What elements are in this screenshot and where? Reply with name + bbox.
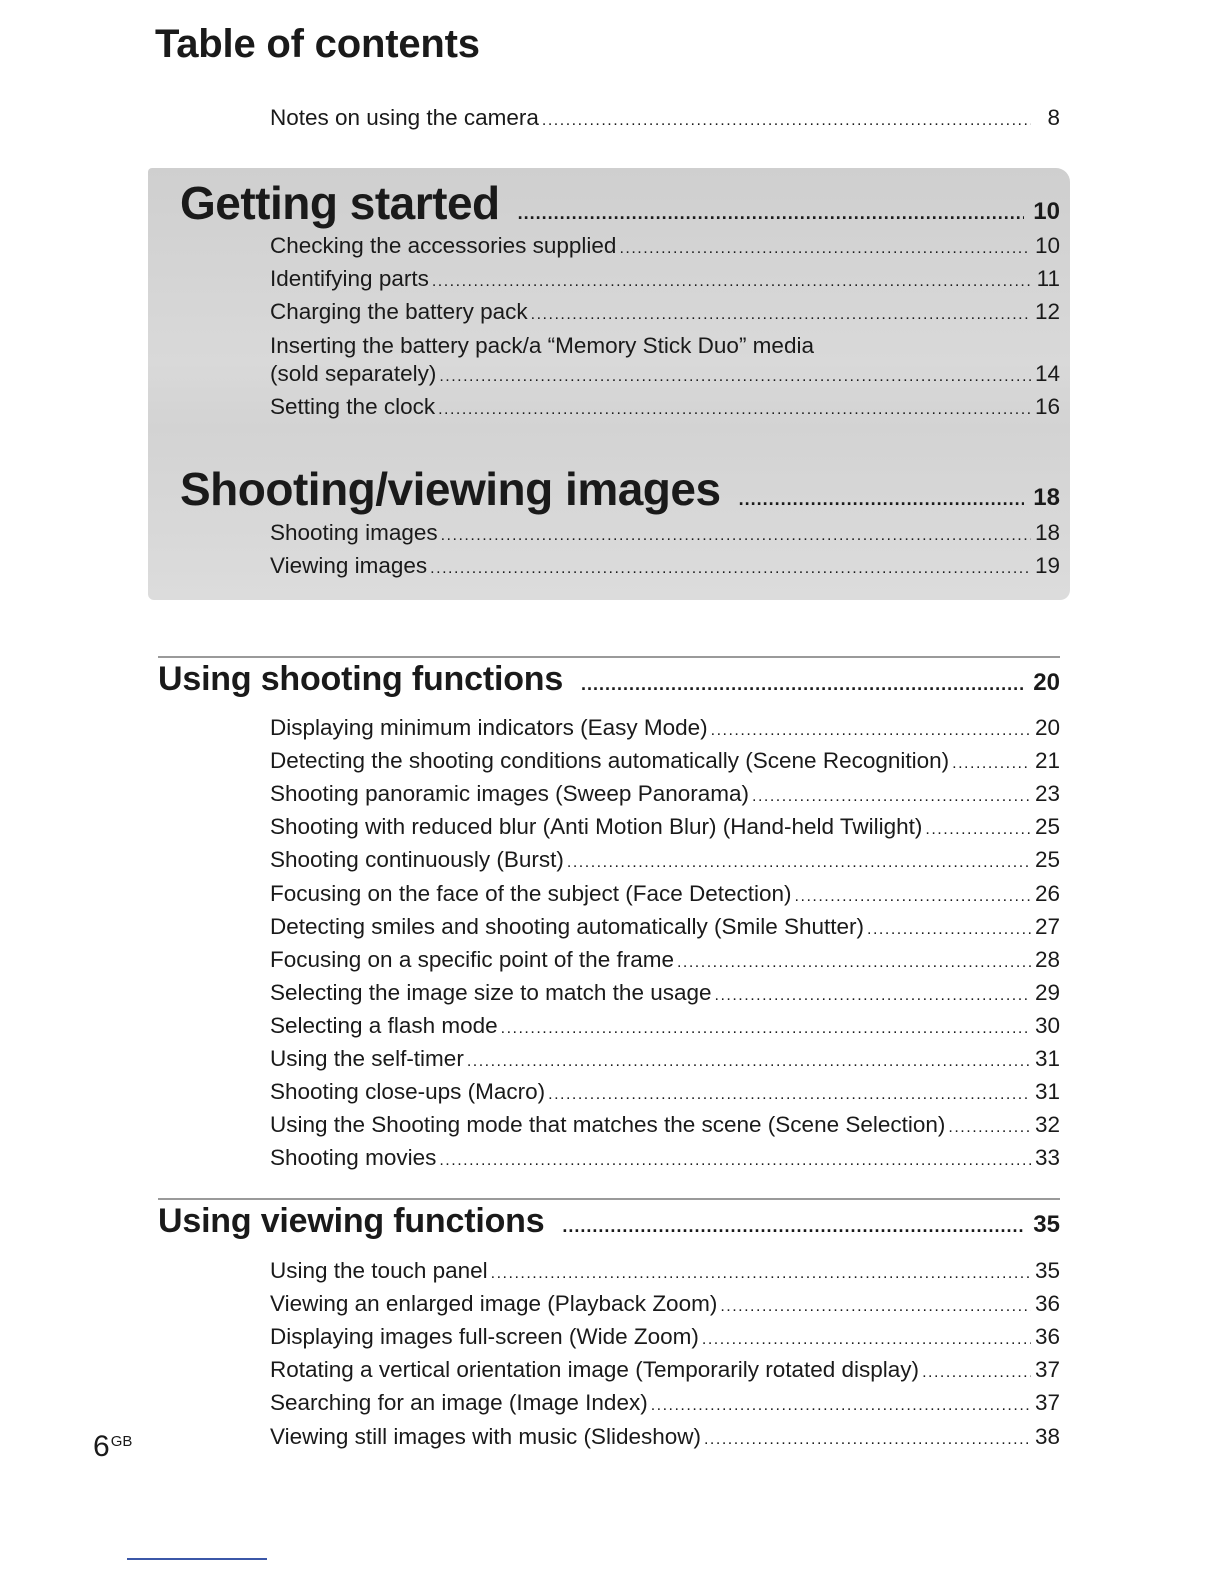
- toc-entry[interactable]: [270, 915, 1060, 940]
- toc-entry[interactable]: [270, 882, 1060, 907]
- toc-entry-label: Using the self-timer: [270, 1046, 464, 1071]
- toc-entry[interactable]: [270, 1014, 1060, 1039]
- leader-dots: [491, 1265, 1031, 1283]
- toc-entry-label: Displaying images full-screen (Wide Zoom): [270, 1324, 699, 1350]
- toc-entry-page: 33: [1034, 1145, 1060, 1171]
- toc-entry[interactable]: [270, 234, 1060, 259]
- toc-entry-label: Inserting the battery pack/a “Memory Stick Duo” media: [270, 333, 814, 358]
- leader-dots: [952, 755, 1031, 773]
- toc-entry-label: Shooting images: [270, 520, 438, 545]
- toc-entry[interactable]: [270, 554, 1060, 579]
- toc-entry-label: Shooting panoramic images (Sweep Panorama): [270, 781, 750, 807]
- toc-entry-label: Detecting the shooting conditions automatically (Scene Recognition): [270, 748, 950, 774]
- toc-entry-page: 8: [1047, 105, 1060, 130]
- section-heading-label: Shooting/viewing images: [180, 463, 721, 515]
- leader-dots: [501, 1020, 1031, 1038]
- toc-entry[interactable]: [270, 749, 1060, 774]
- toc-entry-page: 14: [1034, 361, 1060, 386]
- toc-entry-page: 27: [1034, 913, 1060, 939]
- section-heading-label: Getting started: [180, 177, 500, 229]
- leader-dots: [922, 1364, 1031, 1382]
- leader-dots: [752, 788, 1031, 806]
- leader-dots: [562, 1216, 1024, 1237]
- toc-entry[interactable]: [270, 1292, 1060, 1317]
- leader-dots: [739, 489, 1024, 510]
- toc-entry-page: 32: [1034, 1112, 1060, 1138]
- toc-entry-label: Checking the accessories supplied: [270, 233, 617, 258]
- toc-entry[interactable]: [270, 1146, 1060, 1171]
- toc-entry-label: Notes on using the camera: [270, 105, 539, 130]
- toc-entry-page: 19: [1034, 553, 1060, 578]
- toc-entry-label: Identifying parts: [270, 266, 429, 291]
- toc-entry-label: Shooting movies: [270, 1145, 437, 1171]
- toc-entry[interactable]: [270, 300, 1060, 325]
- page-number-suffix: GB: [110, 1433, 133, 1450]
- page-number: [93, 1432, 132, 1462]
- toc-entry-page: 37: [1034, 1390, 1060, 1416]
- section-heading-label: Using shooting functions: [158, 660, 564, 698]
- leader-dots: [677, 954, 1031, 972]
- toc-entry-page: 30: [1034, 1012, 1060, 1038]
- toc-entry[interactable]: [270, 716, 1060, 741]
- toc-entry-page: 18: [1034, 520, 1060, 545]
- toc-entry[interactable]: [270, 1113, 1060, 1138]
- toc-entry[interactable]: [270, 948, 1060, 973]
- toc-entry[interactable]: [270, 334, 1060, 359]
- leader-dots: [795, 888, 1031, 906]
- toc-entry-label: (sold separately): [270, 361, 437, 386]
- toc-entry[interactable]: [270, 848, 1060, 873]
- toc-entry-label: Using the Shooting mode that matches the scene (Scene Selection): [270, 1112, 946, 1138]
- toc-entry[interactable]: [270, 267, 1060, 292]
- toc-entry-label: Using the touch panel: [270, 1258, 488, 1283]
- section-divider: [158, 656, 1060, 658]
- page-title: Table of contents: [155, 22, 480, 66]
- leader-dots: [430, 560, 1031, 578]
- toc-entry-label: Focusing on a specific point of the frame: [270, 946, 674, 972]
- toc-entry-page: 23: [1034, 781, 1060, 807]
- toc-entry-page: 31: [1034, 1079, 1060, 1105]
- toc-entry-label: Viewing an enlarged image (Playback Zoom): [270, 1291, 718, 1317]
- toc-entry-label: Charging the battery pack: [270, 299, 528, 324]
- toc-entry[interactable]: [270, 1259, 1060, 1284]
- leader-dots: [581, 674, 1024, 695]
- leader-dots: [948, 1119, 1031, 1137]
- section-heading-shooting-functions[interactable]: [158, 660, 1060, 699]
- toc-entry-notes[interactable]: [270, 106, 1060, 131]
- leader-dots: [925, 821, 1031, 839]
- section-heading-viewing-functions[interactable]: [158, 1202, 1060, 1241]
- toc-entry-page: 31: [1034, 1046, 1060, 1071]
- toc-entry-label: Setting the clock: [270, 394, 436, 419]
- toc-entry[interactable]: [270, 815, 1060, 840]
- section-heading-label: Using viewing functions: [158, 1202, 545, 1240]
- toc-entry[interactable]: [270, 1358, 1060, 1383]
- toc-entry-label: Shooting continuously (Burst): [270, 847, 564, 873]
- section-divider: [158, 1198, 1060, 1200]
- toc-entry-page: 37: [1034, 1357, 1060, 1383]
- toc-entry[interactable]: [270, 395, 1060, 420]
- toc-entry-label: Selecting the image size to match the usage: [270, 979, 712, 1005]
- leader-dots: [715, 987, 1031, 1005]
- toc-entry-label: Searching for an image (Image Index): [270, 1390, 648, 1416]
- toc-entry-page: 36: [1034, 1324, 1060, 1350]
- leader-dots: [619, 240, 1031, 258]
- toc-entry-label: Viewing images: [270, 553, 428, 578]
- footer-rule: [127, 1558, 267, 1560]
- leader-dots: [867, 921, 1031, 939]
- toc-entry-page: 12: [1034, 299, 1060, 324]
- toc-entry-page: 10: [1034, 233, 1060, 258]
- leader-dots: [439, 368, 1031, 386]
- toc-entry-page: 20: [1034, 715, 1060, 740]
- toc-entry-label: Viewing still images with music (Slideshow): [270, 1423, 701, 1449]
- toc-entry-page: 28: [1034, 946, 1060, 972]
- leader-dots: [542, 112, 1031, 130]
- section-heading-page: 35: [1033, 1211, 1060, 1238]
- toc-entry-label: Rotating a vertical orientation image (Temporarily rotated display): [270, 1357, 920, 1383]
- toc-entry-page: 16: [1034, 394, 1060, 419]
- toc-entry-label: Detecting smiles and shooting automatically (Smile Shutter): [270, 913, 865, 939]
- toc-entry-label: Displaying minimum indicators (Easy Mode): [270, 715, 708, 740]
- leader-dots: [720, 1298, 1031, 1316]
- leader-dots: [432, 273, 1031, 291]
- leader-dots: [548, 1086, 1031, 1104]
- toc-entry-page: 36: [1034, 1291, 1060, 1317]
- toc-entry-label: Focusing on the face of the subject (Face Detection): [270, 880, 792, 906]
- toc-entry-label: Shooting close-ups (Macro): [270, 1079, 546, 1105]
- section-heading-page: 10: [1033, 198, 1060, 225]
- toc-entry-page: 25: [1034, 814, 1060, 840]
- toc-entry-page: 38: [1034, 1423, 1060, 1449]
- toc-entry-page: 26: [1034, 880, 1060, 906]
- leader-dots: [702, 1331, 1031, 1349]
- section-heading-shooting-viewing[interactable]: [180, 462, 1060, 516]
- leader-dots: [711, 722, 1031, 740]
- leader-dots: [567, 854, 1031, 872]
- leader-dots: [531, 306, 1031, 324]
- section-heading-page: 20: [1033, 669, 1060, 696]
- toc-entry[interactable]: [270, 1047, 1060, 1072]
- toc-entry-page: 11: [1036, 266, 1060, 291]
- toc-entry-continued[interactable]: [270, 362, 1060, 387]
- section-heading-getting-started[interactable]: [180, 176, 1060, 230]
- toc-entry-page: 29: [1034, 979, 1060, 1005]
- leader-dots: [438, 401, 1031, 419]
- toc-entry[interactable]: [270, 1080, 1060, 1105]
- leader-dots: [651, 1397, 1031, 1415]
- toc-entry[interactable]: [270, 1325, 1060, 1350]
- toc-entry[interactable]: [270, 1391, 1060, 1416]
- toc-entry[interactable]: [270, 521, 1060, 546]
- page-number-value: 6: [93, 1430, 110, 1463]
- toc-entry[interactable]: [270, 1425, 1060, 1450]
- section-heading-page: 18: [1033, 484, 1060, 511]
- toc-entry-page: 21: [1034, 748, 1060, 774]
- leader-dots: [518, 203, 1024, 224]
- toc-entry-label: Shooting with reduced blur (Anti Motion Blur) (Hand-held Twilight): [270, 814, 923, 840]
- toc-entry-page: 35: [1034, 1258, 1060, 1283]
- leader-dots: [441, 527, 1031, 545]
- toc-entry-page: 25: [1034, 847, 1060, 873]
- toc-entry[interactable]: [270, 782, 1060, 807]
- toc-entry-label: Selecting a flash mode: [270, 1012, 498, 1038]
- leader-dots: [704, 1431, 1031, 1449]
- leader-dots: [439, 1152, 1031, 1170]
- leader-dots: [467, 1053, 1031, 1071]
- toc-entry[interactable]: [270, 981, 1060, 1006]
